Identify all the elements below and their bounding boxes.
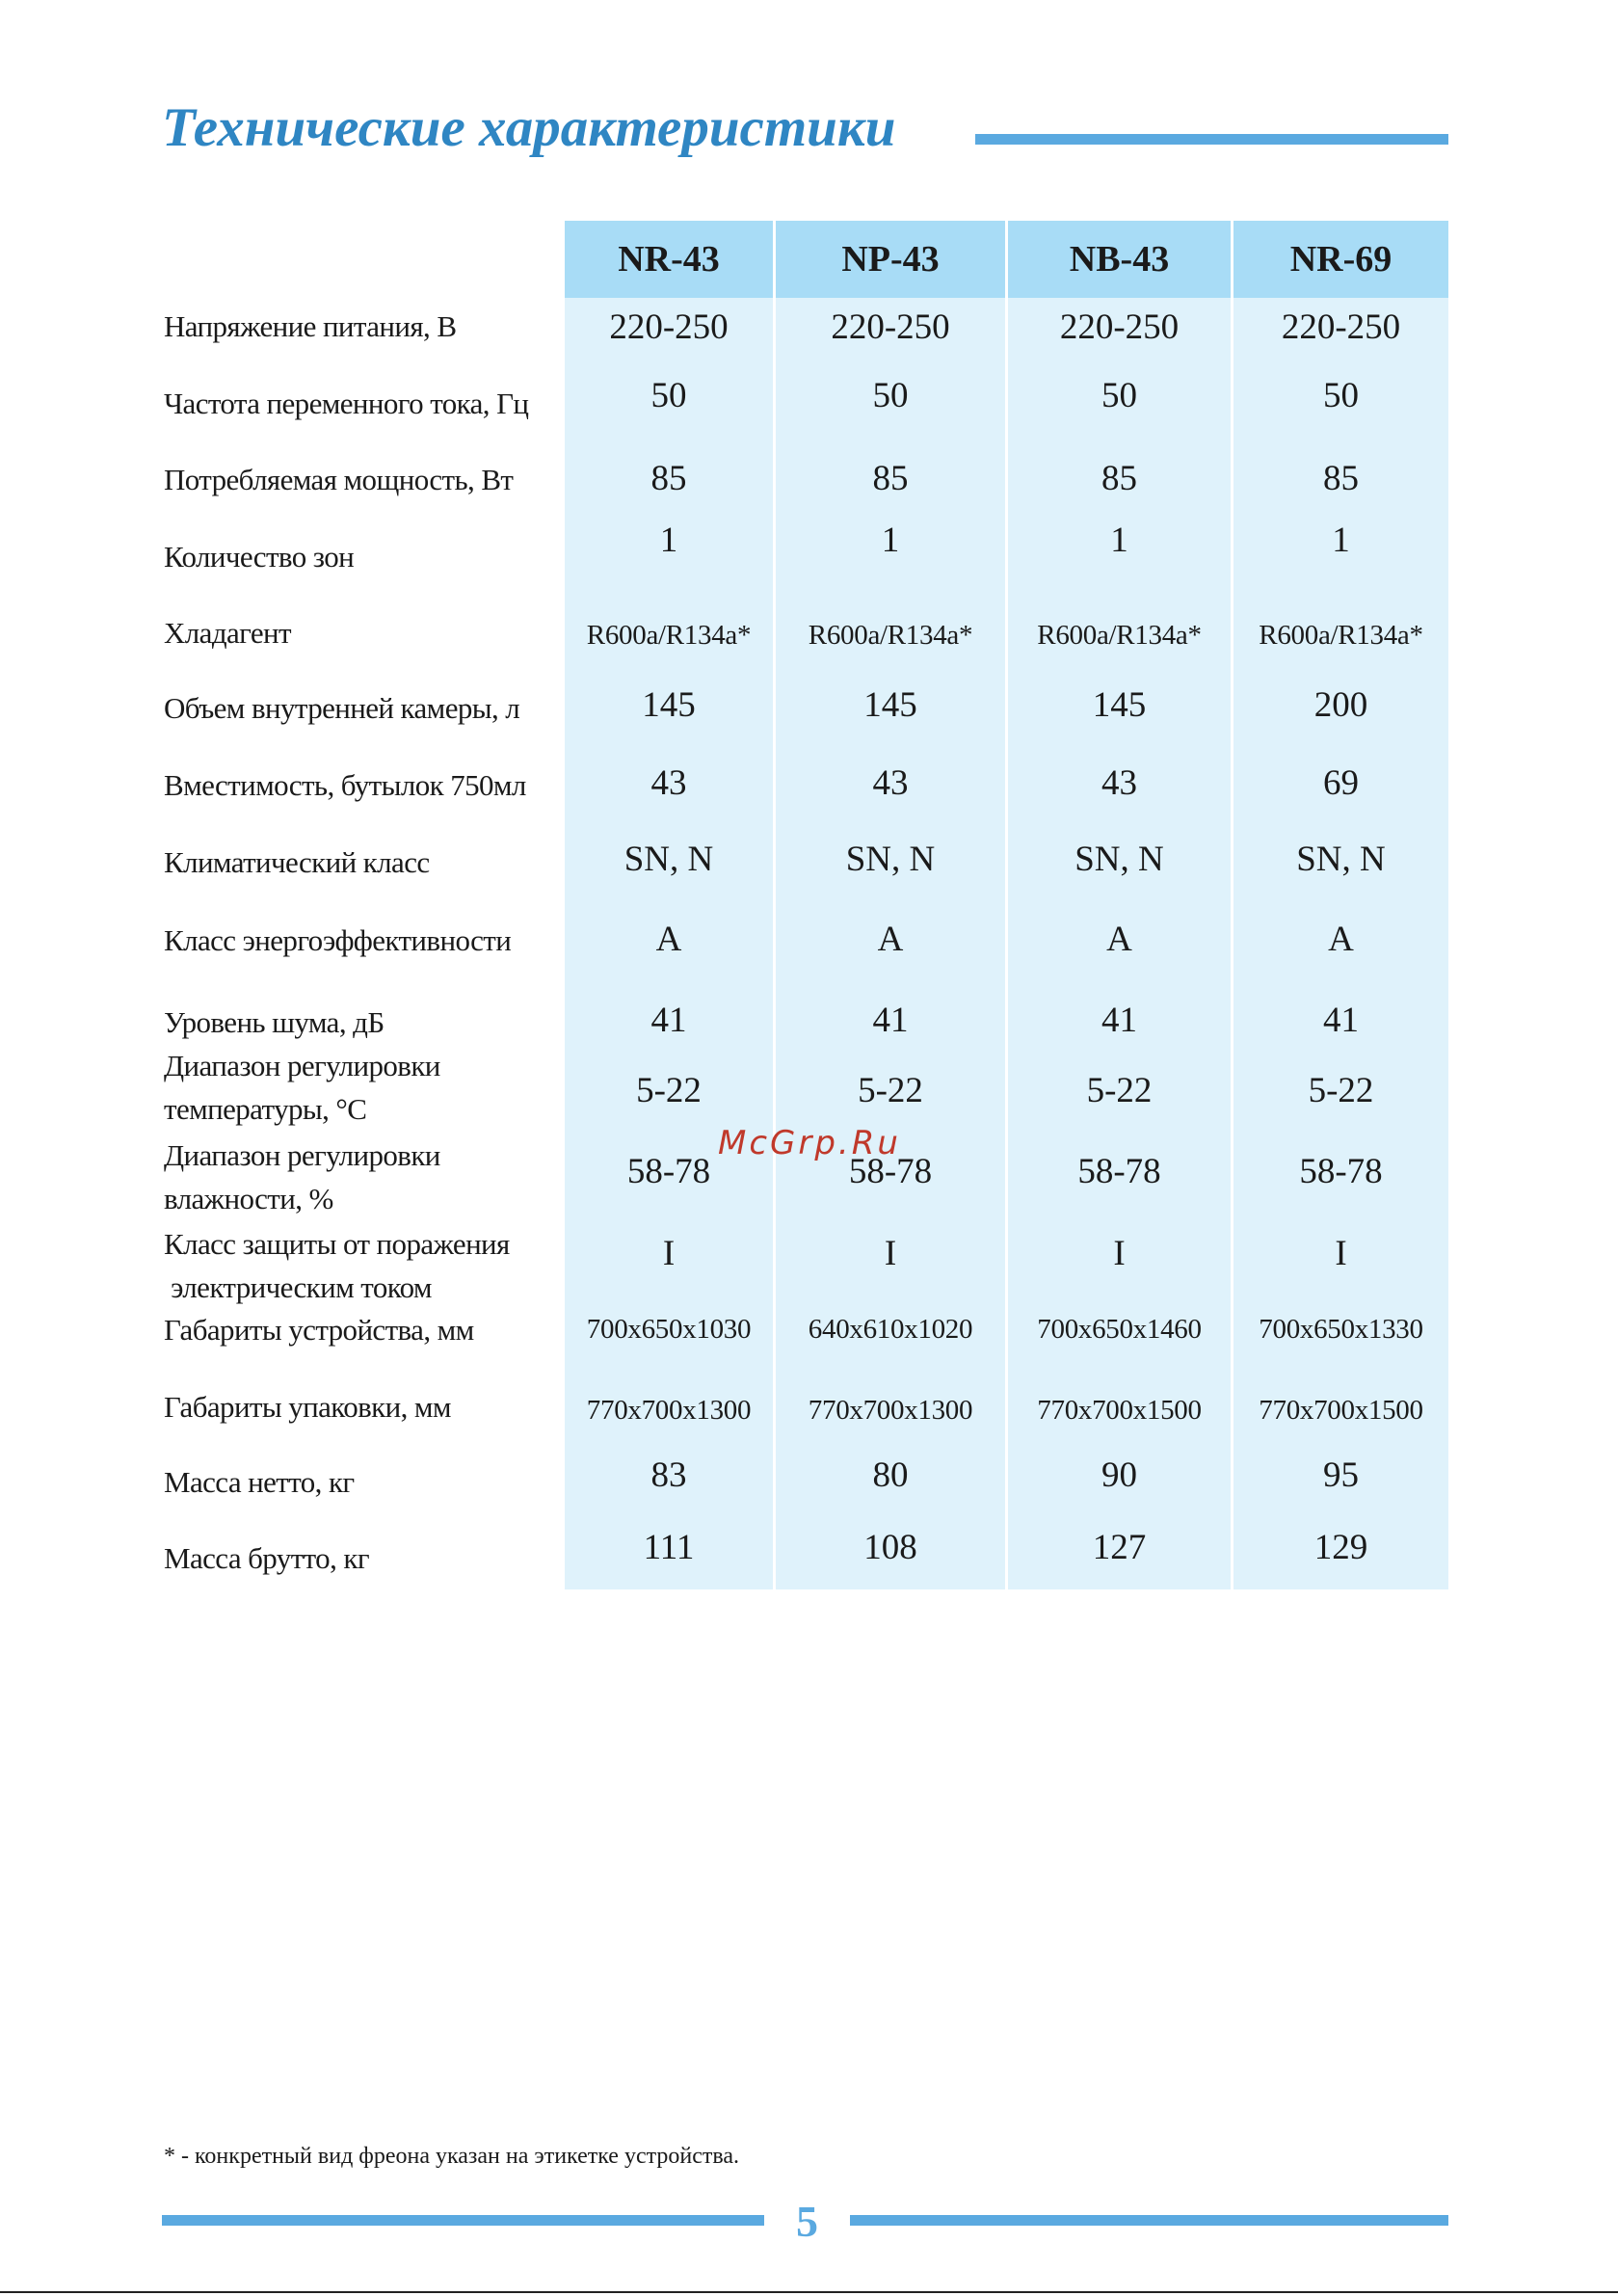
column-header: NB-43 (1008, 221, 1231, 298)
table-cell: 85 (872, 459, 909, 498)
table-cell: R600a/R134a* (1259, 620, 1423, 651)
table-cell: I (662, 1234, 676, 1273)
row-label: Масса нетто, кг (164, 1465, 355, 1499)
table-cell: 220-250 (1059, 307, 1180, 347)
table-cell: 58-78 (626, 1152, 711, 1191)
table-cell: 1 (1110, 521, 1128, 560)
table-cell: 770x700x1300 (586, 1395, 752, 1426)
table-cell: 5-22 (1086, 1071, 1153, 1110)
table-cell: 41 (1323, 1001, 1359, 1040)
row-label: Количество зон (164, 540, 355, 574)
row-label: Габариты упаковки, мм (164, 1390, 451, 1424)
footer-rule-left (162, 2215, 764, 2226)
column-background (1008, 221, 1231, 1589)
table-cell: I (884, 1234, 897, 1273)
footnote: * - конкретный вид фреона указан на этикетке устройства. (164, 2144, 740, 2169)
table-cell: I (1335, 1234, 1347, 1273)
table-cell: 95 (1323, 1455, 1359, 1495)
row-label: Частота переменного тока, Гц (164, 387, 529, 420)
row-label-line: электрическим током (164, 1270, 432, 1304)
page-edge (0, 2291, 1618, 2293)
table-cell: SN, N (1296, 840, 1386, 879)
table-cell: 770x700x1500 (1259, 1395, 1423, 1426)
table-cell: 85 (1101, 459, 1137, 498)
table-cell: 145 (863, 685, 917, 725)
row-label: Класс энергоэффективности (164, 923, 512, 957)
table-cell: 43 (650, 763, 687, 803)
table-cell: 129 (1313, 1528, 1368, 1567)
table-cell: 80 (872, 1455, 909, 1495)
table-cell: A (1106, 920, 1132, 959)
table-cell: 700x650x1460 (1037, 1314, 1202, 1345)
row-label-line: Диапазон регулировки (164, 1049, 440, 1082)
table-cell: 50 (1101, 376, 1137, 415)
table-cell: 220-250 (831, 307, 950, 347)
table-cell: 58-78 (1299, 1152, 1383, 1191)
column-background (1233, 221, 1448, 1589)
table-cell: SN, N (845, 840, 936, 879)
table-cell: 69 (1323, 763, 1359, 803)
row-label: Габариты устройства, мм (164, 1313, 474, 1347)
table-cell: 700x650x1330 (1259, 1314, 1423, 1345)
table-cell: 41 (1101, 1001, 1137, 1040)
row-label: Хладагент (164, 616, 291, 650)
table-cell: 220-250 (609, 307, 729, 347)
row-label: Климатический класс (164, 845, 430, 879)
table-cell: 200 (1313, 685, 1368, 725)
row-label (164, 1222, 564, 1309)
table-cell: 5-22 (858, 1071, 923, 1110)
column-header: NR-69 (1233, 221, 1448, 298)
row-label: Напряжение питания, В (164, 309, 457, 343)
row-label (164, 1134, 564, 1220)
table-cell: 770x700x1500 (1037, 1395, 1202, 1426)
table-cell: 1 (881, 521, 900, 560)
table-cell: 85 (1323, 459, 1359, 498)
row-label: Уровень шума, дБ (164, 1005, 385, 1039)
table-cell: 5-22 (636, 1071, 702, 1110)
table-cell: 43 (1101, 763, 1137, 803)
table-cell: 58-78 (1077, 1152, 1161, 1191)
column-background (565, 221, 773, 1589)
title-rule (975, 134, 1448, 145)
table-cell: 83 (650, 1455, 687, 1495)
row-label-line: Класс защиты от поражения (164, 1227, 510, 1261)
table-cell: 220-250 (1281, 307, 1401, 347)
table-cell: 127 (1092, 1528, 1147, 1567)
row-label-line: Диапазон регулировки (164, 1138, 440, 1172)
table-cell: SN, N (623, 840, 714, 879)
row-label-line: влажности, % (164, 1182, 333, 1215)
table-cell: 41 (872, 1001, 909, 1040)
table-cell: 640x610x1020 (808, 1314, 973, 1345)
page-number: 5 (796, 2197, 818, 2246)
table-cell: R600a/R134a* (1037, 620, 1202, 651)
table-cell: SN, N (1074, 840, 1164, 879)
watermark: McGrp.Ru (718, 1124, 901, 1162)
row-label-line: температуры, °C (164, 1092, 367, 1126)
page-title: Технические характеристики (162, 97, 896, 158)
table-cell: 41 (650, 1001, 687, 1040)
table-cell: 50 (872, 376, 909, 415)
table-cell: 50 (650, 376, 687, 415)
table-cell: 85 (650, 459, 687, 498)
column-background (776, 221, 1005, 1589)
table-cell: 111 (643, 1528, 695, 1567)
table-cell: A (877, 920, 904, 959)
table-cell: 108 (863, 1528, 917, 1567)
table-cell: A (1328, 920, 1354, 959)
table-cell: 1 (1332, 521, 1350, 560)
row-label: Вместимость, бутылок 750мл (164, 768, 526, 802)
table-cell: 43 (872, 763, 909, 803)
table-cell: 1 (659, 521, 678, 560)
table-cell: 770x700x1300 (808, 1395, 973, 1426)
column-header: NR-43 (565, 221, 773, 298)
table-cell: R600a/R134a* (808, 620, 973, 651)
table-cell: 700x650x1030 (586, 1314, 752, 1345)
table-cell: A (655, 920, 682, 959)
table-cell: 145 (1092, 685, 1147, 725)
row-label (164, 1044, 564, 1131)
column-header: NP-43 (776, 221, 1005, 298)
table-cell: R600a/R134a* (586, 620, 752, 651)
row-label: Потребляемая мощность, Вт (164, 463, 514, 496)
table-cell: 58-78 (848, 1152, 933, 1191)
footer-rule-right (850, 2215, 1448, 2226)
table-cell: I (1113, 1234, 1126, 1273)
table-cell: 50 (1323, 376, 1359, 415)
table-cell: 90 (1101, 1455, 1137, 1495)
row-label: Масса брутто, кг (164, 1541, 369, 1575)
row-label: Объем внутренней камеры, л (164, 691, 520, 725)
table-cell: 145 (642, 685, 696, 725)
table-cell: 5-22 (1308, 1071, 1374, 1110)
